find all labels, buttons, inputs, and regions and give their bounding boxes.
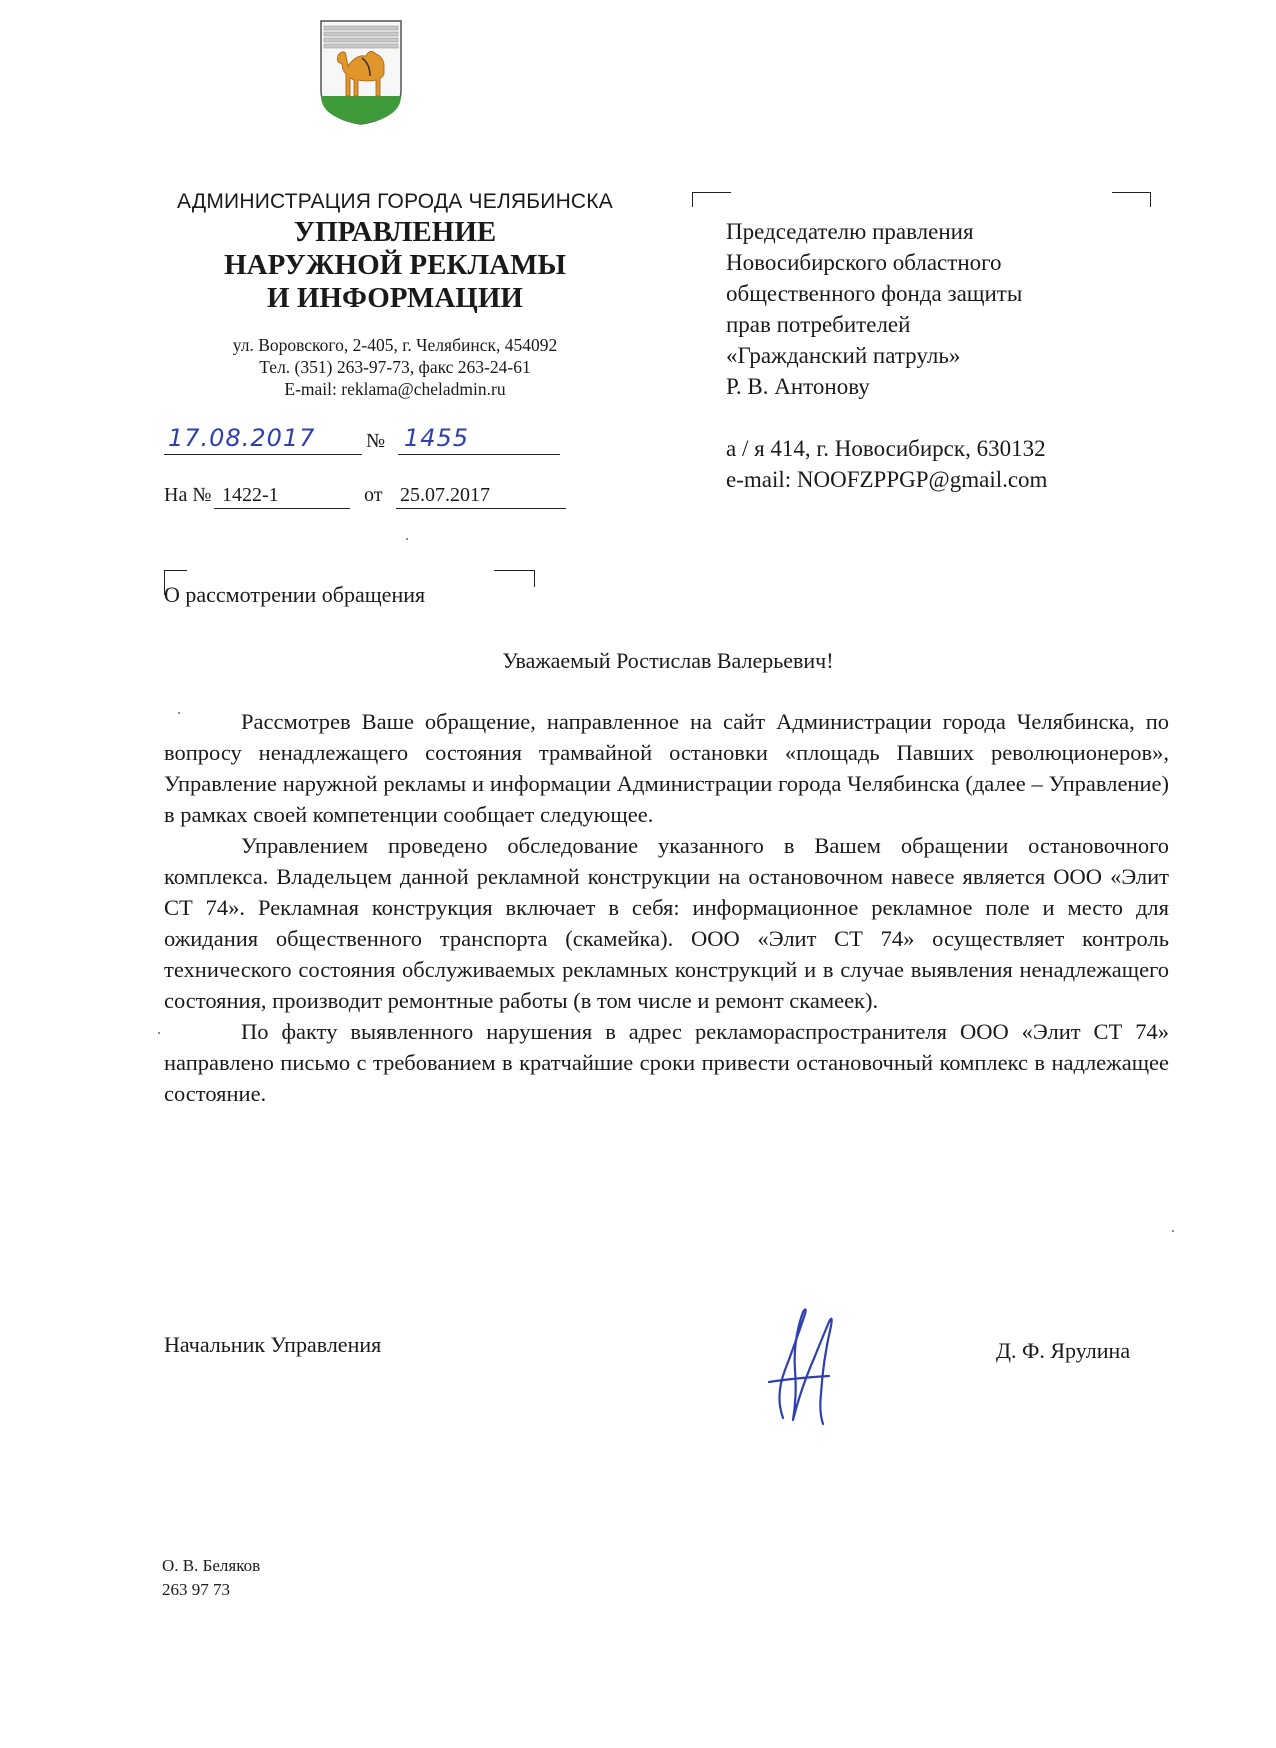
letter-body	[164, 706, 1169, 1109]
address-bracket-right	[1112, 192, 1151, 207]
addressee-line: «Гражданский патруль»	[726, 343, 961, 368]
addressee-line: Председателю правления	[726, 219, 974, 244]
department-name-line: И ИНФОРМАЦИИ	[267, 282, 523, 314]
letter-subject: О рассмотрении обращения	[164, 582, 426, 607]
executor-phone: 263 97 73	[162, 1580, 230, 1599]
date-underline	[164, 454, 362, 455]
address-bracket-left	[692, 192, 731, 207]
handwritten-number: 1455	[404, 424, 470, 452]
department-name-line: УПРАВЛЕНИЕ	[293, 216, 497, 248]
signatory-title: Начальник Управления	[164, 1332, 382, 1357]
reply-date-underline	[396, 508, 566, 509]
reply-number: 1422-1	[222, 484, 279, 506]
addressee-block	[726, 216, 1206, 495]
chelyabinsk-coat-of-arms	[318, 18, 404, 126]
number-label: №	[366, 430, 386, 452]
department-phone: Тел. (351) 263-97-73, факс 263-24-61	[259, 357, 531, 377]
addressee-name: Р. В. Антонову	[726, 374, 870, 399]
reply-from-label: от	[364, 484, 383, 506]
addressee-line: прав потребителей	[726, 312, 911, 337]
executor-block	[162, 1554, 260, 1602]
signatory-name: Д. Ф. Ярулина	[996, 1338, 1131, 1363]
addressee-postal: а / я 414, г. Новосибирск, 630132	[726, 436, 1046, 461]
addressee-line: общественного фонда защиты	[726, 281, 1023, 306]
body-paragraph: Рассмотрев Ваше обращение, направленное на сайт Администрации города Челябинска, по вопросу ненадлежащего состояния трамвайной остановки «площадь Павших революционеров», Управление наружной рекламы и информации Администрации города Челябинска (далее – Управление) в рамках своей компетенции сообщает следующее.	[164, 709, 1169, 827]
department-address: ул. Воровского, 2-405, г. Челябинск, 454092	[232, 335, 558, 355]
addressee-line: Новосибирского областного	[726, 250, 1002, 275]
scan-speck	[178, 712, 180, 714]
administration-name: АДМИНИСТРАЦИЯ ГОРОДА ЧЕЛЯБИНСКА	[177, 190, 613, 213]
department-contacts	[150, 334, 640, 400]
scan-speck	[158, 1032, 160, 1034]
department-email: E-mail: reklama@cheladmin.ru	[284, 379, 506, 399]
department-name-line: НАРУЖНОЙ РЕКЛАМЫ	[224, 249, 566, 281]
addressee-email: e-mail: NOOFZPPGP@gmail.com	[726, 467, 1048, 492]
reply-date: 25.07.2017	[400, 484, 490, 506]
number-underline	[398, 454, 560, 455]
handwritten-signature	[745, 1300, 855, 1430]
handwritten-date: 17.08.2017	[168, 424, 316, 452]
reply-number-label: На №	[164, 484, 212, 506]
subject-bracket-right	[494, 570, 535, 587]
body-paragraph: По факту выявленного нарушения в адрес рекламораспространителя ООО «Элит СТ 74» направлено письмо с требованием в кратчайшие сроки привести остановочный комплекс в надлежащее состояние.	[164, 1019, 1169, 1106]
executor-name: О. В. Беляков	[162, 1556, 261, 1575]
scan-speck	[406, 538, 408, 540]
department-name	[150, 216, 640, 315]
body-paragraph: Управлением проведено обследование указанного в Вашем обращении остановочного комплекса. Владельцем данной рекламной конструкции на остановочном навесе является ООО «Элит СТ 74». Рекламная конструкция включает в себя: информационное рекламное поле и место для ожидания общественного транспорта (скамейка). ООО «Элит СТ 74» осуществляет контроль технического состояния обслуживаемых рекламных конструкций и в случае выявления ненадлежащего состояния, производит ремонтные работы (в том числе и ремонт скамеек).	[164, 833, 1169, 1013]
greeting: Уважаемый Ростислав Валерьевич!	[502, 648, 834, 673]
scan-speck	[1172, 1230, 1174, 1232]
reply-number-underline	[214, 508, 350, 509]
